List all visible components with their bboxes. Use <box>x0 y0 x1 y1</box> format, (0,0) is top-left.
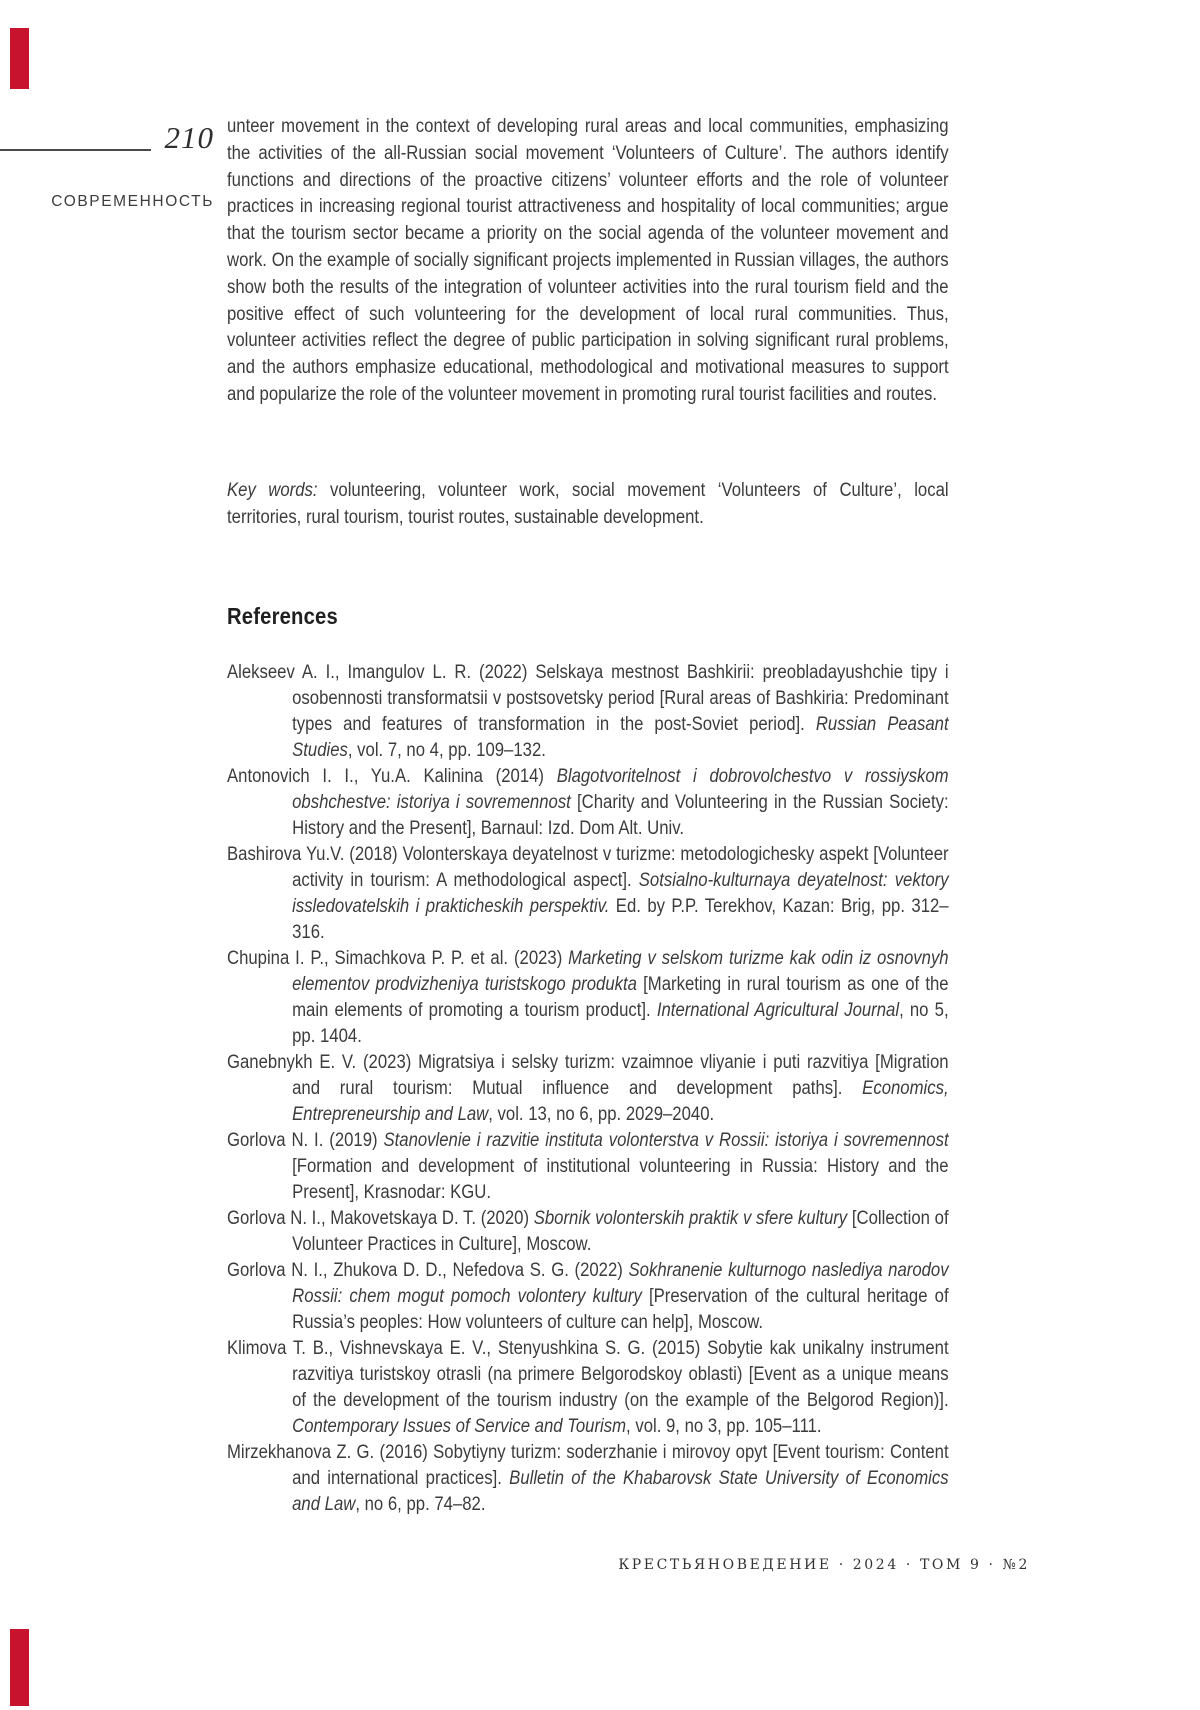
journal-footer: КРЕСТЬЯНОВЕДЕНИЕ · 2024 · ТОМ 9 · №2 <box>618 1557 1030 1573</box>
reference-item: Gorlova N. I., Makovetskaya D. T. (2020) Sbornik volonterskih praktik v sfere kultury [Collection of Volunteer Practices in Culture], Moscow. <box>227 1208 949 1255</box>
red-spine-mark-bottom <box>10 1629 29 1706</box>
main-text-column <box>227 0 949 1710</box>
reference-item: Gorlova N. I., Zhukova D. D., Nefedova S. G. (2022) Sokhranenie kulturnogo naslediya narodov Rossii: chem mogut pomoch volontery kultury [Preservation of the cultural heritage of Russia’s peoples: How volunteers of culture can help], Moscow. <box>227 1260 949 1333</box>
keywords-text: volunteering, volunteer work, social movement ‘Volunteers of Culture’, local territories, rural tourism, tourist routes, sustainable development. <box>227 480 949 528</box>
reference-item: Mirzekhanova Z. G. (2016) Sobytiyny turizm: soderzhanie i mirovoy opyt [Event tourism: Content and international practices]. Bulletin of the Khabarovsk State University of Economics and Law, no 6, pp. 74–82. <box>227 1442 949 1515</box>
page-number-rule <box>0 149 151 151</box>
reference-item: Ganebnykh E. V. (2023) Migratsiya i selsky turizm: vzaimnoe vliyanie i puti razvitiya [Migration and rural tourism: Mutual influence and development paths]. Economics, Entrepreneurship and Law, vol. 13, no 6, pp. 2029–2040. <box>227 1052 949 1125</box>
reference-item: Chupina I. P., Simachkova P. P. et al. (2023) Marketing v selskom turizme kak odin iz osnovnyh elementov prodvizheniya turistskogo produkta [Marketing in rural tourism as one of the main elements of promoting a tourism product]. International Agricultural Journal, no 5, pp. 1404. <box>227 948 949 1047</box>
section-label: СОВРЕМЕННОСТЬ <box>51 193 214 210</box>
red-spine-mark-top <box>10 28 29 89</box>
keywords-paragraph <box>227 478 949 532</box>
reference-item: Antonovich I. I., Yu.A. Kalinina (2014) Blagotvoritelnost i dobrovolchestvo v rossiyskom obshchestve: istoriya i sovremennost [Charity and Volunteering in the Russian Society: History and the Present], Barnaul: Izd. Dom Alt. Univ. <box>227 766 949 839</box>
reference-item: Bashirova Yu.V. (2018) Volonterskaya deyatelnost v turizme: metodologichesky aspekt [Volunteer activity in tourism: A methodological aspect]. Sotsialno-kulturnaya deyatelnost: vektory issledovatelskih i prakticheskih perspektiv. Ed. by P.P. Terekhov, Kazan: Brig, pp. 312–316. <box>227 844 949 943</box>
reference-item: Klimova T. B., Vishnevskaya E. V., Stenyushkina S. G. (2015) Sobytie kak unikalny instrument razvitiya turistskoy otrasli (na primere Belgorodskoy oblasti) [Event as a unique means of the development of the tourism industry (on the example of the Belgorod Region)]. Contemporary Issues of Service and Tourism, vol. 9, no 3, pp. 105–111. <box>227 1338 949 1437</box>
keywords-label: Key words: <box>227 480 318 501</box>
references-list <box>227 660 949 1518</box>
references-heading: References <box>227 603 338 629</box>
abstract-text: unteer movement in the context of developing rural areas and local communities, emphasizing the activities of the all-Russian social movement ‘Volunteers of Culture’. The authors identify functions and directions of the proactive citizens’ volunteer efforts and the role of volunteer practices in increasing regional tourist attractiveness and hospitality of local communities; argue that the tourism sector became a priority on the social agenda of the volunteer movement and work. On the example of socially significant projects implemented in Russian villages, the authors show both the results of the integration of volunteer activities into the rural tourism field and the positive effect of such volunteering for the development of local rural communities. Thus, volunteer activities reflect the degree of public participation in solving significant rural problems, and the authors emphasize educational, methodological and motivational measures to support and popularize the role of the volunteer movement in promoting rural tourist facilities and routes. <box>227 116 949 405</box>
reference-item: Alekseev A. I., Imangulov L. R. (2022) Selskaya mestnost Bashkirii: preobladayushchie tipy i osobennosti transformatsii v postsovetsky period [Rural areas of Bashkiria: Predominant types and features of transformation in the post-Soviet period]. Russian Peasant Studies, vol. 7, no 4, pp. 109–132. <box>227 662 949 761</box>
reference-item: Gorlova N. I. (2019) Stanovlenie i razvitie instituta volonterstva v Rossii: istoriya i sovremennost [Formation and development of institutional volunteering in Russia: History and the Present], Krasnodar: KGU. <box>227 1130 949 1203</box>
page-number: 210 <box>164 120 214 155</box>
